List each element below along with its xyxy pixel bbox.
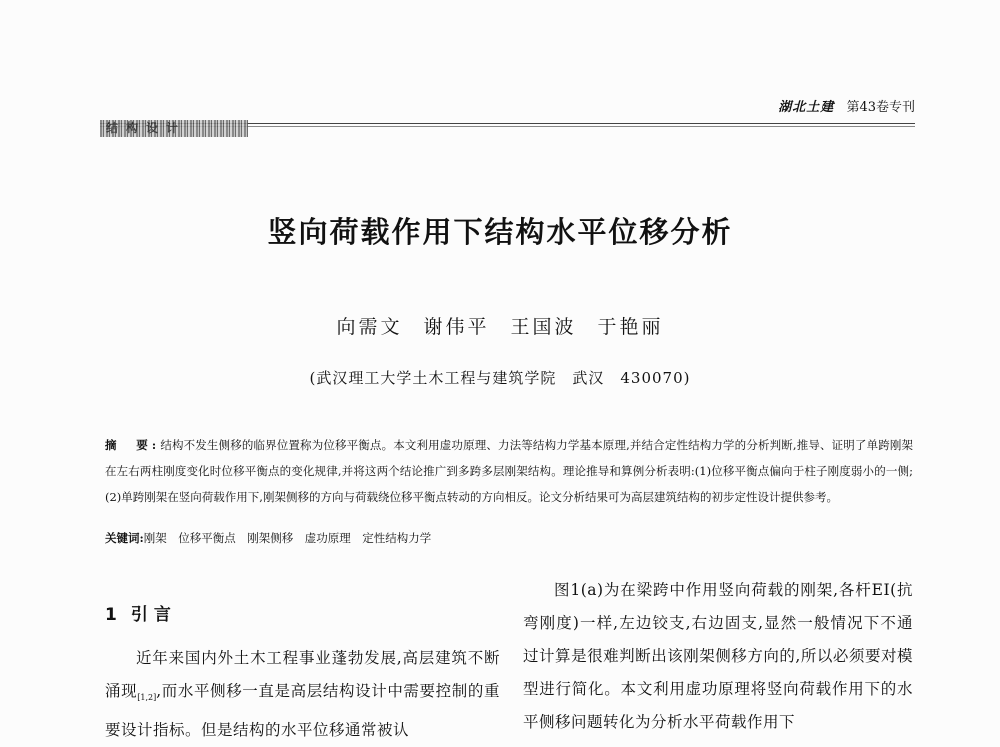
abstract-label: 摘 要: xyxy=(105,438,161,452)
section-heading xyxy=(105,600,177,625)
abstract xyxy=(105,432,913,510)
running-header xyxy=(778,96,915,115)
keywords-text: 刚架 位移平衡点 刚架侧移 虚功原理 定性结构力学 xyxy=(143,531,432,545)
author-list: 向需文 谢伟平 王国波 于艳丽 xyxy=(336,316,664,338)
journal-name: 湖北土建 xyxy=(778,100,835,115)
paper-title: 竖向荷载作用下结构水平位移分析 xyxy=(267,215,733,249)
keywords xyxy=(105,530,913,546)
keywords-label: 关键词: xyxy=(105,531,144,545)
abstract-text: 结构不发生侧移的临界位置称为位移平衡点。本文利用虚功原理、力法等结构力学基本原理,并结合定性结构力学的分析判断,推导、证明了单跨刚架在左右两柱刚度变化时位移平衡点的变化规律,并将这两个结论推广到多跨多层刚架结构。理论推导和算例分析表明:(1)位移平衡点偏向于柱子刚度弱小的一侧;(2)单跨刚架在竖向荷载作用下,刚架侧移的方向与荷载绕位移平衡点转动的方向相反。论文分析结果可为高层建筑结构的初步定性设计提供参考。 xyxy=(105,438,913,504)
section-number: 1 xyxy=(105,605,117,625)
citation: [1,2] xyxy=(137,693,157,703)
paragraph-text: 近年来国内外土木工程事业蓬勃发展,高层建筑不断涌现 xyxy=(105,649,500,700)
section-tag: 结构设计 xyxy=(100,120,248,137)
section-title: 引言 xyxy=(130,605,177,625)
paragraph-text-cont: ,而水平侧移一直是高层结构设计中需要控制的重要设计指标。但是结构的水平位移通常被认 xyxy=(105,682,500,740)
issue-label: 第43卷专刊 xyxy=(846,100,915,115)
paragraph-text: 图1(a)为在梁跨中作用竖向荷载的刚架,各杆EI(抗弯刚度)一样,左边铰支,右边固支,显然一般情况下不通过计算是很难判断出该刚架侧移方向的,所以必须要对模型进行简化。本文利用虚功原理将竖向荷载作用下的水平侧移问题转化为分析水平荷载作用下 xyxy=(523,581,913,731)
body-column-right xyxy=(523,574,913,739)
body-column-left xyxy=(105,642,500,747)
affiliation: (武汉理工大学土木工程与建筑学院 武汉 430070) xyxy=(309,369,691,387)
